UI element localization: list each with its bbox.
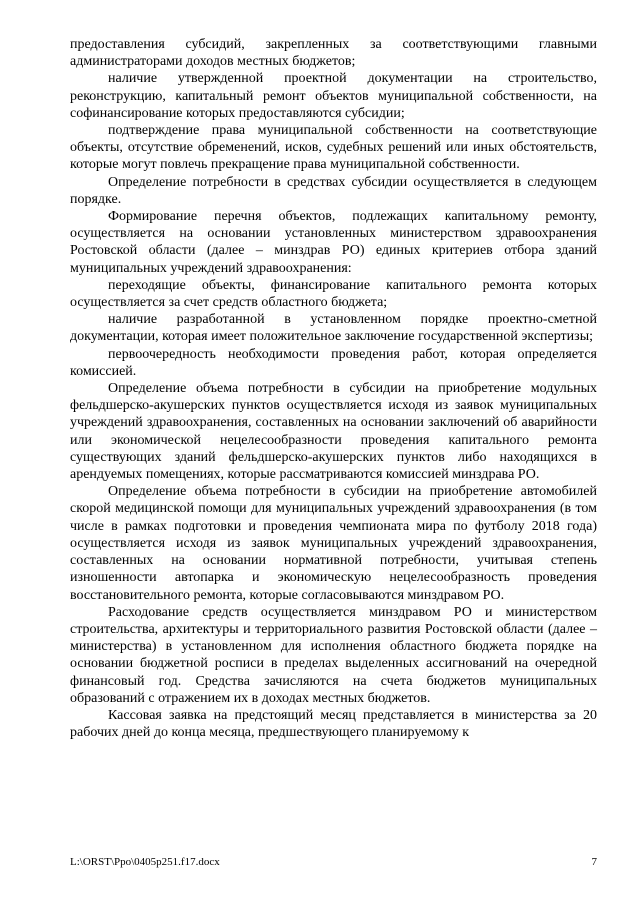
document-body [70,36,597,741]
paragraph: наличие утвержденной проектной документации на строительство, реконструкцию, капитальный ремонт объектов муниципальной собственности, на софинансирование которых предоставляются субсидии; [70,71,597,121]
paragraph: подтверждение права муниципальной собственности на соответствующие объекты, отсутствие обременений, исков, судебных решений или иных обстоятельств, которые могут повлечь прекращение права муниципальной собственности. [70,123,597,173]
paragraph: Определение объема потребности в субсидии на приобретение автомобилей скорой медицинской помощи для муниципальных учреждений здравоохранения (в том числе в рамках подготовки и проведения чемпионата мира по футболу 2018 года) осуществляется исходя из заявок муниципальных учреждений здравоохранения, составленных на основании нормативной потребности, учитывая степень изношенности автопарка и экономическую нецелесообразность проведения восстановительного ремонта, которые согласовываются минздравом РО. [70,484,597,603]
paragraph: предоставления субсидий, закрепленных за соответствующими главными администраторами доходов местных бюджетов; [70,37,597,70]
page-number: 7 [591,856,597,868]
paragraph: Кассовая заявка на предстоящий месяц представляется в министерства за 20 рабочих дней до конца месяца, предшествующего планируемому к [70,707,597,741]
paragraph: Определение потребности в средствах субсидии осуществляется в следующем порядке. [70,174,597,207]
paragraph: переходящие объекты, финансирование капитального ремонта которых осуществляется за счет средств областного бюджета; [70,277,597,311]
paragraph: Формирование перечня объектов, подлежащих капитальному ремонту, осуществляется на основании установленных министерством здравоохранения Ростовской области (далее – минздрав РО) единых критериев отбора зданий муниципальных учреждений здравоохранения: [70,209,597,276]
paragraph: первоочередность необходимости проведения работ, которая определяется комиссией. [70,346,597,379]
paragraph: Определение объема потребности в субсидии на приобретение модульных фельдшерско-акушерских пунктов осуществляется исходя из заявок муниципальных учреждений здравоохранения, составленных на основании заключений об аварийности или экономической нецелесообразности проведения капитального ремонта существующих зданий фельдшерско-акушерских пунктов либо находящихся в арендуемых помещениях, которые рассматриваются комиссией минздрава РО. [70,381,597,483]
paragraph: наличие разработанной в установленном порядке проектно-сметной документации, которая имеет положительное заключение государственной экспертизы; [70,312,597,345]
paragraph: Расходование средств осуществляется минздравом РО и министерством строительства, архитектуры и территориального развития Ростовской области (далее – министерства) в установленном для исполнения областного бюджета порядке на основании бюджетной росписи в пределах выделенных ассигнований на очередной финансовый год. Средства зачисляются на счета бюджетов муниципальных образований с отражением их в доходах местных бюджетов. [70,604,597,706]
footer-file-path: L:\ORST\Ppo\0405p251.f17.docx [70,856,220,868]
